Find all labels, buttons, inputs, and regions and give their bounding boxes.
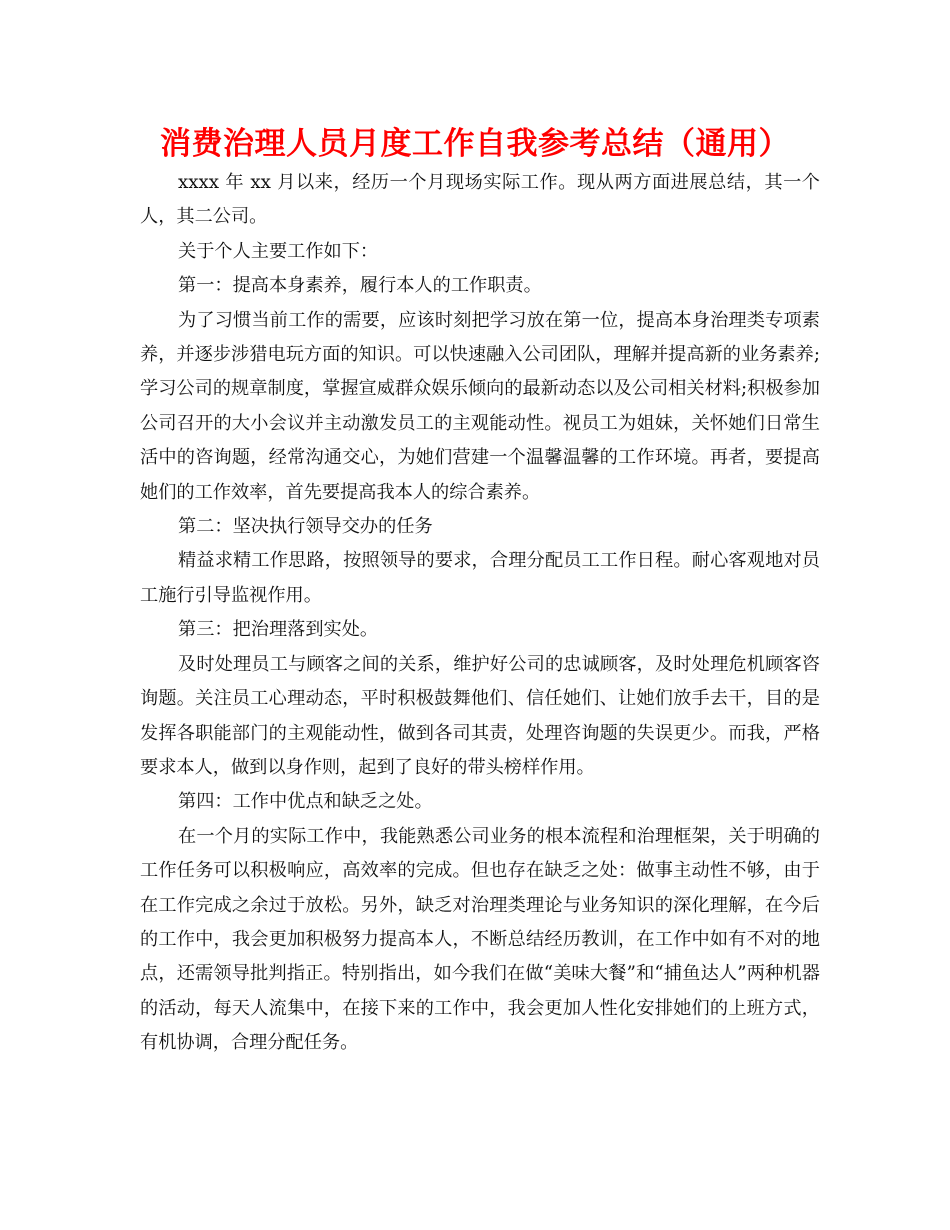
paragraph-intro: xxxx 年 xx 月以来，经历一个月现场实际工作。现从两方面进展总结，其一个人，其二公司。 [140,172,820,228]
document-body [140,166,820,1061]
section-heading-3: 第三：把治理落到实处。 [178,619,379,641]
section-heading-2: 第二：坚决执行领导交办的任务 [178,516,433,538]
section-heading-1: 第一：提高本身素养，履行本人的工作职责。 [178,275,542,297]
paragraph-section-1: 为了习惯当前工作的需要，应该时刻把学习放在第一位，提高本身治理类专项素养，并逐步涉猎电玩方面的知识。可以快速融入公司团队，理解并提高新的业务素养;学习公司的规章制度，掌握宣威群众娱乐倾向的最新动态以及公司相关材料;积极参加公司召开的大小会议并主动激发员工的主观能动性。视员工为姐妹，关怀她们日常生活中的咨询题，经常沟通交心，为她们营建一个温馨温馨的工作环境。再者，要提高她们的工作效率，首先要提高我本人的综合素养。 [140,309,820,503]
section-heading-4: 第四：工作中优点和缺乏之处。 [178,791,433,813]
paragraph-personal-heading: 关于个人主要工作如下： [178,240,379,262]
document-title: 消费治理人员月度工作自我参考总结（通用） [160,126,790,162]
paragraph-section-2: 精益求精工作思路，按照领导的要求，合理分配员工工作日程。耐心客观地对员工施行引导监视作用。 [140,550,820,606]
paragraph-section-4: 在一个月的实际工作中，我能熟悉公司业务的根本流程和治理框架，关于明确的工作任务可以积极响应，高效率的完成。但也存在缺乏之处：做事主动性不够，由于在工作完成之余过于放松。另外，缺乏对治理类理论与业务知识的深化理解，在今后的工作中，我会更加积极努力提高本人，不断总结经历教训，在工作中如有不对的地点，还需领导批判指正。特别指出，如今我们在做“美味大餐”和“捕鱼达人”两种机器的活动，每天人流集中，在接下来的工作中，我会更加人性化安排她们的上班方式，有机协调，合理分配任务。 [140,825,820,1054]
paragraph-section-3: 及时处理员工与顾客之间的关系，维护好公司的忠诚顾客，及时处理危机顾客咨询题。关注员工心理动态，平时积极鼓舞他们、信任她们、让她们放手去干，目的是发挥各职能部门的主观能动性，做到各司其责，处理咨询题的失误更少。而我，严格要求本人，做到以身作则，起到了良好的带头榜样作用。 [140,653,820,778]
